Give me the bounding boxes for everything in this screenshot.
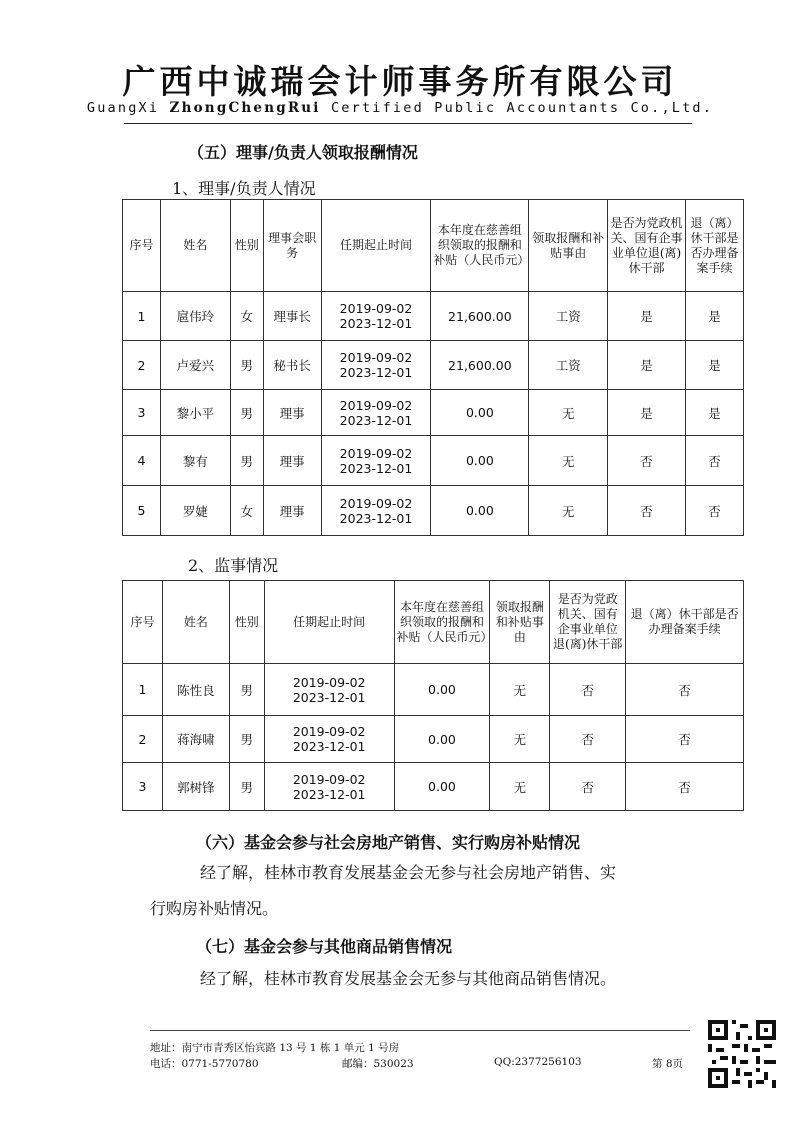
- table-row: [123, 716, 744, 763]
- col-header: 姓名: [160, 200, 230, 292]
- cell-index: 2: [123, 716, 163, 763]
- table-row: [123, 763, 744, 811]
- footer-postcode: 邮编：530023: [342, 1058, 414, 1070]
- footer-page-number: 第 8页: [652, 1058, 684, 1070]
- cell-reason: 无: [490, 664, 550, 716]
- qr-code-icon: [708, 1020, 776, 1088]
- table-row: [123, 341, 744, 390]
- cell-pay: 0.00: [394, 716, 490, 763]
- col-header: 姓名: [162, 581, 229, 664]
- cell-filed: 否: [626, 716, 744, 763]
- cell-position: 理事: [263, 390, 321, 436]
- cell-gender: 男: [229, 716, 264, 763]
- cell-pay: 0.00: [394, 664, 490, 716]
- cell-term: 2019-09-02 2023-12-01: [264, 716, 394, 763]
- cell-gender: 男: [229, 664, 264, 716]
- cell-reason: 无: [529, 390, 608, 436]
- section6-para-line2: 行购房补贴情况。: [150, 899, 279, 918]
- col-header: 领取报酬和补贴事由: [529, 200, 608, 292]
- cell-term: 2019-09-02 2023-12-01: [321, 341, 431, 390]
- footer-qq: QQ:2377256103: [494, 1056, 582, 1068]
- col-header: 退（离）休干部是否办理备案手续: [626, 581, 744, 664]
- cell-index: 1: [123, 292, 161, 341]
- cell-position: 理事长: [263, 292, 321, 341]
- cell-retired: 否: [608, 486, 686, 536]
- cell-pay: 0.00: [431, 436, 529, 486]
- footer-phone: 电话：0771-5770780: [150, 1058, 259, 1070]
- cell-reason: 工资: [529, 292, 608, 341]
- cell-retired: 是: [608, 292, 686, 341]
- cell-name: 黎有: [160, 436, 230, 486]
- section6-title: （六）基金会参与社会房地产销售、实行购房补贴情况: [196, 833, 581, 852]
- table-row: [123, 486, 744, 536]
- col-header: 本年度在慈善组织领取的报酬和补贴（人民币元）: [431, 200, 529, 292]
- section5-title: （五）理事/负责人领取报酬情况: [188, 143, 418, 162]
- firm-name-cn: 广西中诚瑞会计师事务所有限公司: [122, 62, 678, 101]
- cell-pay: 0.00: [431, 390, 529, 436]
- table-row: [123, 664, 744, 716]
- cell-filed: 否: [626, 763, 744, 811]
- cell-term: 2019-09-02 2023-12-01: [264, 664, 394, 716]
- supervisors-table: [122, 580, 744, 811]
- cell-gender: 男: [230, 341, 263, 390]
- col-header: 理事会职务: [263, 200, 321, 292]
- col-header: 领取报酬和补贴事由: [490, 581, 550, 664]
- cell-pay: 0.00: [394, 763, 490, 811]
- cell-gender: 女: [230, 292, 263, 341]
- cell-name: 蒋海啸: [162, 716, 229, 763]
- footer-address: 地址：南宁市青秀区怡宾路 13 号 1 栋 1 单元 1 号房: [150, 1042, 400, 1054]
- cell-name: 罗婕: [160, 486, 230, 536]
- col-header: 退（离）休干部是否办理备案手续: [685, 200, 743, 292]
- col-header: 是否为党政机关、国有企事业单位退(离)休干部: [550, 581, 626, 664]
- cell-filed: 否: [685, 486, 743, 536]
- cell-name: 郭树锋: [162, 763, 229, 811]
- cell-term: 2019-09-02 2023-12-01: [321, 436, 431, 486]
- cell-reason: 工资: [529, 341, 608, 390]
- cell-reason: 无: [490, 716, 550, 763]
- cell-pay: 0.00: [431, 486, 529, 536]
- cell-retired: 是: [608, 390, 686, 436]
- section6-para-line1: 经了解，桂林市教育发展基金会无参与社会房地产销售、实: [200, 863, 617, 882]
- cell-term: 2019-09-02 2023-12-01: [321, 390, 431, 436]
- cell-name: 扈伟玲: [160, 292, 230, 341]
- directors-table: [122, 199, 744, 536]
- cell-index: 3: [123, 763, 163, 811]
- cell-reason: 无: [490, 763, 550, 811]
- cell-retired: 否: [608, 436, 686, 486]
- col-header: 是否为党政机关、国有企事业单位退(离)休干部: [608, 200, 686, 292]
- cell-gender: 女: [230, 486, 263, 536]
- table-row: [123, 390, 744, 436]
- cell-filed: 否: [685, 436, 743, 486]
- cell-retired: 否: [550, 716, 626, 763]
- col-header: 序号: [123, 200, 161, 292]
- cell-filed: 是: [685, 341, 743, 390]
- cell-index: 2: [123, 341, 161, 390]
- cell-reason: 无: [529, 486, 608, 536]
- col-header: 性别: [229, 581, 264, 664]
- cell-index: 5: [123, 486, 161, 536]
- cell-retired: 否: [550, 664, 626, 716]
- cell-name: 卢爱兴: [160, 341, 230, 390]
- cell-index: 1: [123, 664, 163, 716]
- col-header: 本年度在慈善组织领取的报酬和补贴（人民币元）: [394, 581, 490, 664]
- cell-term: 2019-09-02 2023-12-01: [321, 486, 431, 536]
- cell-index: 4: [123, 436, 161, 486]
- cell-position: 秘书长: [263, 341, 321, 390]
- col-header: 任期起止时间: [264, 581, 394, 664]
- header-rule: [124, 123, 692, 124]
- cell-pay: 21,600.00: [431, 292, 529, 341]
- col-header: 序号: [123, 581, 163, 664]
- cell-gender: 男: [229, 763, 264, 811]
- cell-gender: 男: [230, 390, 263, 436]
- col-header: 性别: [230, 200, 263, 292]
- supervisors-table-header: [123, 581, 744, 664]
- col-header: 任期起止时间: [321, 200, 431, 292]
- cell-pay: 21,600.00: [431, 341, 529, 390]
- section7-title: （七）基金会参与其他商品销售情况: [196, 937, 453, 956]
- directors-table-header: [123, 200, 744, 292]
- section5-sub2: 2、监事情况: [188, 556, 279, 575]
- cell-position: 理事: [263, 436, 321, 486]
- cell-filed: 是: [685, 292, 743, 341]
- cell-name: 陈性良: [162, 664, 229, 716]
- cell-reason: 无: [529, 436, 608, 486]
- table-row: [123, 436, 744, 486]
- section7-para: 经了解，桂林市教育发展基金会无参与其他商品销售情况。: [200, 969, 617, 988]
- cell-filed: 否: [626, 664, 744, 716]
- cell-term: 2019-09-02 2023-12-01: [264, 763, 394, 811]
- cell-term: 2019-09-02 2023-12-01: [321, 292, 431, 341]
- cell-position: 理事: [263, 486, 321, 536]
- firm-name-en: GuangXi ZhongChengRui Certified Public Accountants Co.,Ltd.: [86, 100, 714, 116]
- cell-retired: 否: [550, 763, 626, 811]
- cell-gender: 男: [230, 436, 263, 486]
- footer-rule: [150, 1030, 690, 1031]
- table-row: [123, 292, 744, 341]
- section5-sub1: 1、理事/负责人情况: [172, 179, 316, 198]
- cell-filed: 是: [685, 390, 743, 436]
- cell-retired: 是: [608, 341, 686, 390]
- cell-index: 3: [123, 390, 161, 436]
- cell-name: 黎小平: [160, 390, 230, 436]
